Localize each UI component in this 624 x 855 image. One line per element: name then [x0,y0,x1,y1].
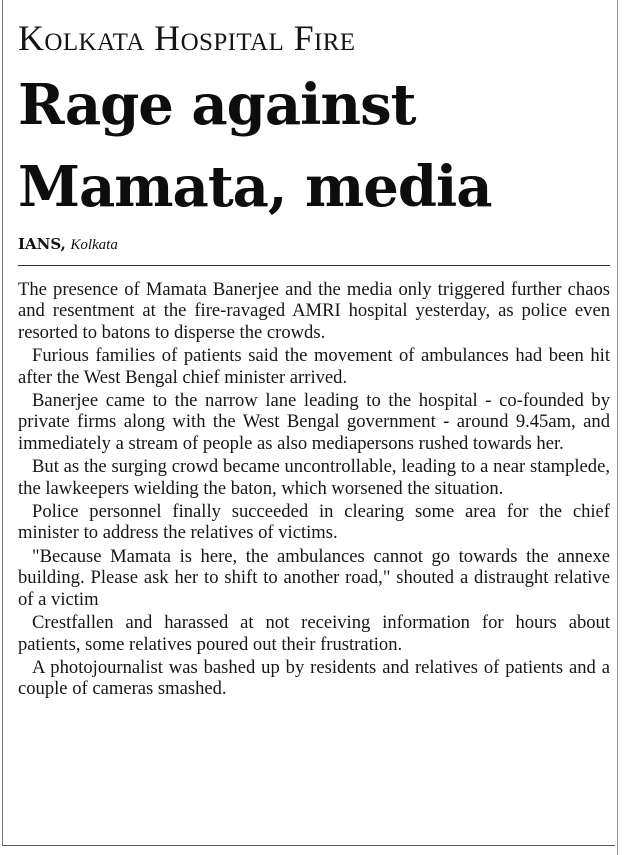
paragraph: Furious families of patients said the movement of ambulances had been hit after the West Bengal chief minister arrived. [18,345,610,388]
paragraph: A photojournalist was bashed up by residents and relatives of patients and a couple of cameras smashed. [18,656,610,700]
headline-line-1: Rage against [18,72,416,138]
paragraph: Crestfallen and harassed at not receiving information for hours about patients, some relatives poured out their frustration. [18,612,610,655]
byline-divider [18,265,610,266]
headline [18,64,608,228]
paragraph: Banerjee came to the narrow lane leading to the hospital - co-founded by private firms along with the West Bengal government - around 9.45am, and immediately a stream of people as also mediapersons rushed towards her. [18,390,610,454]
byline-agency: IANS, [18,235,66,253]
paragraph: Police personnel finally succeeded in clearing some area for the chief minister to address the relatives of victims. [18,501,610,544]
column-rule [617,0,618,855]
headline-line-2: Mamata, media [18,154,492,220]
byline-place: Kolkata [70,237,118,253]
section-kicker: Kolkata Hospital Fire [18,18,356,58]
byline [18,234,118,255]
article-body [18,279,610,702]
paragraph: But as the surging crowd became uncontrollable, leading to a near stamplede, the lawkeepers wielding the baton, which worsened the situation. [18,456,610,499]
paragraph: "Because Mamata is here, the ambulances cannot go towards the annexe building. Please ask her to shift to another road," shouted a distraught relative of a victim [18,545,610,610]
paragraph: The presence of Mamata Banerjee and the media only triggered further chaos and resentment at the fire-ravaged AMRI hospital yesterday, as police even resorted to batons to disperse the crowds. [18,279,610,343]
